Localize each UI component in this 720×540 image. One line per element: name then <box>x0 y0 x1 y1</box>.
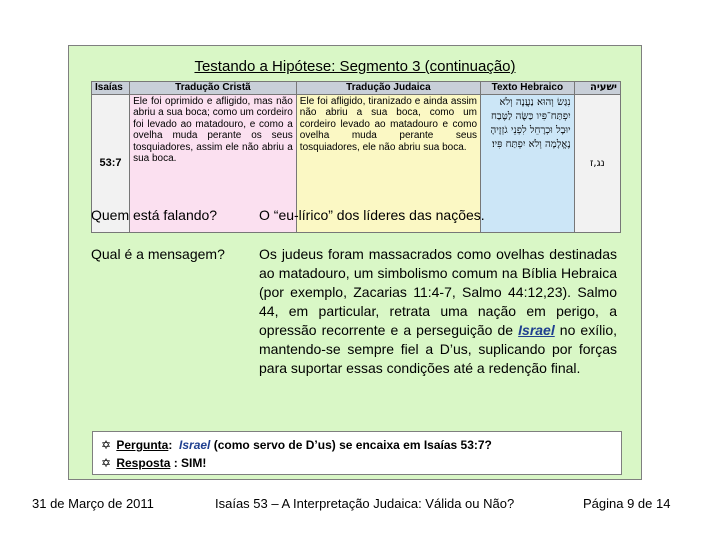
header-ref-hebrew: ישעיה <box>574 82 620 95</box>
verse-ref: 53:7 <box>92 94 130 233</box>
pergunta-text: (como servo de D’us) se encaixa em Isaías 53:7? <box>213 438 492 452</box>
header-texto-hebraico: Texto Hebraico <box>481 82 575 95</box>
star-of-david-icon: ✡ <box>101 456 112 470</box>
hebrew-text: נִגַּשׂ וְהוּא נַעֲנֶה וְלֹא יִפְתַּח־פִּיו כַּשֶּׂה לַטֶּבַח יוּבָל וּכְרָחֵל לִפְנֵי גֹזְזֶיהָ נֶאֱלָמָה וְלֹא יִפְתַּח פִּיו׃ <box>481 94 575 233</box>
footer-title: Isaías 53 – A Interpretação Judaica: Válida ou Não? <box>215 496 515 511</box>
israel-link[interactable]: Israel <box>518 322 555 338</box>
pergunta-colon: : <box>168 438 173 452</box>
pergunta-israel: Israel <box>179 438 211 452</box>
header-traducao-crista: Tradução Cristã <box>130 82 297 95</box>
footer-page-number: Página 9 de 14 <box>583 496 671 511</box>
header-isaias: Isaías <box>92 82 130 95</box>
answer-text-part2: no exílio, mantendo-se sempre fiel a D’us, suplicando por forças para suportar essas condições até a redenção final. <box>259 322 617 376</box>
header-traducao-judaica: Tradução Judaica <box>296 82 480 95</box>
question-answer-box <box>92 431 622 475</box>
table-header-row <box>92 82 621 95</box>
answer-text-part1: Os judeus foram massacrados como ovelhas destinadas ao matadouro, um simbolismo comum na Bíblia Hebraica (por exemplo, Zacarias 11:4-7, Salmo 44:12,23). Salmo 44, em particular, retrata uma nação em perigo, a opressão recorrente e a perseguição de <box>259 246 617 338</box>
verse-ref-hebrew: נג,ז <box>574 94 620 233</box>
star-of-david-icon: ✡ <box>101 438 112 452</box>
footer-date: 31 de Março de 2011 <box>32 496 154 511</box>
pergunta-label: Pergunta <box>116 438 169 452</box>
question-2-answer <box>259 245 617 378</box>
jewish-translation: Ele foi afligido, tiranizado e ainda assim não abriu a sua boca, como um cordeiro levado ao matadouro e como ovelha muda perante seus tosquiadores, ele não abriu sua boca. <box>296 94 480 233</box>
pergunta-line <box>101 436 613 454</box>
resposta-label: Resposta <box>116 456 171 470</box>
christian-translation: Ele foi oprimido e afligido, mas não abriu a sua boca; como um cordeiro foi levado ao matadouro, e como a ovelha muda perante os seus tosquiadores, assim ele não abriu a sua boca. <box>130 94 297 233</box>
question-2-label: Qual é a mensagem? <box>91 246 225 262</box>
resposta-text: : SIM! <box>173 456 207 470</box>
question-1-label: Quem está falando? <box>91 207 218 223</box>
resposta-line <box>101 454 613 472</box>
question-1-answer: O “eu-lírico” dos líderes das nações. <box>259 207 485 223</box>
slide-panel <box>68 45 642 480</box>
slide-title: Testando a Hipótese: Segmento 3 (continuação) <box>194 58 516 75</box>
